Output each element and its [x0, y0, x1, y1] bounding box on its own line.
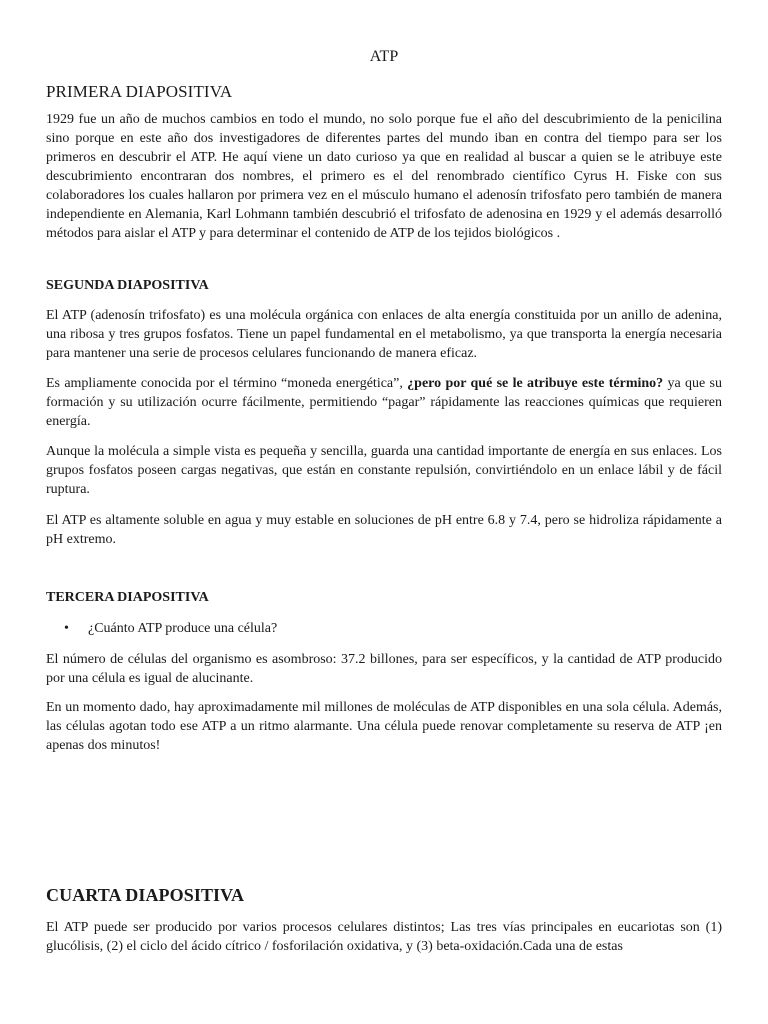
- paragraph-segunda-2-before: Es ampliamente conocida por el término “moneda energética”,: [46, 376, 408, 391]
- paragraph-segunda-4: El ATP es altamente soluble en agua y muy estable en soluciones de pH entre 6.8 y 7.4, pero se hidroliza rápidamente a pH extremo.: [46, 513, 722, 547]
- paragraph-cuarta-1: El ATP puede ser producido por varios procesos celulares distintos; Las tres vías principales en eucariotas son (1) glucólisis, (2) el ciclo del ácido cítrico / fosforilación oxidativa, y (3) beta-oxidación.Cada una de estas: [46, 920, 722, 954]
- paragraph-segunda-3: Aunque la molécula a simple vista es pequeña y sencilla, guarda una cantidad importante de energía en sus enlaces. Los grupos fosfatos poseen cargas negativas, que están en constante repulsión, convirtiéndolo en un enlace lábil y de fácil ruptura.: [46, 444, 722, 497]
- paragraph-tercera-2: En un momento dado, hay aproximadamente mil millones de moléculas de ATP disponibles en una sola célula. Además, las células agotan todo ese ATP a un ritmo alarmante. Una célula puede renovar completamente su reserva de ATP ¡en apenas dos minutos!: [46, 700, 722, 753]
- bullet-dot-icon: •: [64, 621, 69, 636]
- section-heading-primera: PRIMERA DIAPOSITIVA: [46, 82, 233, 101]
- paragraph-segunda-2-after: ya que su formación y su utilización ocurre fácilmente, permitiendo “pagar” rápidamente las reacciones químicas que requieren energía.: [46, 376, 722, 429]
- paragraph-segunda-1: El ATP (adenosín trifosfato) es una molécula orgánica con enlaces de alta energía constituida por un anillo de adenina, una ribosa y tres grupos fosfatos. Tiene un papel fundamental en el metabolismo, ya que transporta la energía necesaria para mantener una serie de procesos celulares funcionando de manera eficaz.: [46, 308, 722, 361]
- paragraph-primera-1: 1929 fue un año de muchos cambios en todo el mundo, no solo porque fue el año del descubrimiento de la penicilina sino porque en este año dos investigadores de diferentes partes del mundo iban en contra del tiempo para ser los primeros en descubrir el ATP. He aquí viene un dato curioso ya que en realidad al buscar a quien se le atribuye este descubrimiento encontraran dos nombres, el primero es el del renombrado científico Cyrus H. Fiske con sus colaboradores los cuales hallaron por primera vez en el músculo humano el adenosín trifosfato pero también de manera independiente en Alemania, Karl Lohmann también descubrió el trifosfato de adenosina en 1929 y el además desarrolló métodos para aislar el ATP y para determinar el contenido de ATP de los tejidos biológicos .: [46, 112, 722, 241]
- section-heading-segunda: SEGUNDA DIAPOSITIVA: [46, 278, 209, 293]
- section-heading-cuarta: CUARTA DIAPOSITIVA: [46, 885, 245, 905]
- paragraph-tercera-1: El número de células del organismo es asombroso: 37.2 billones, para ser específicos, y la cantidad de ATP producido por una célula es igual de alucinante.: [46, 652, 722, 686]
- paragraph-segunda-2: [46, 374, 722, 431]
- bullet-text: ¿Cuánto ATP produce una célula?: [88, 621, 278, 636]
- document-title: ATP: [369, 48, 399, 65]
- section-heading-tercera: TERCERA DIAPOSITIVA: [46, 590, 209, 605]
- paragraph-segunda-2-bold-question: ¿pero por qué se le atribuye este término?: [407, 376, 664, 391]
- document-page: [46, 0, 722, 1024]
